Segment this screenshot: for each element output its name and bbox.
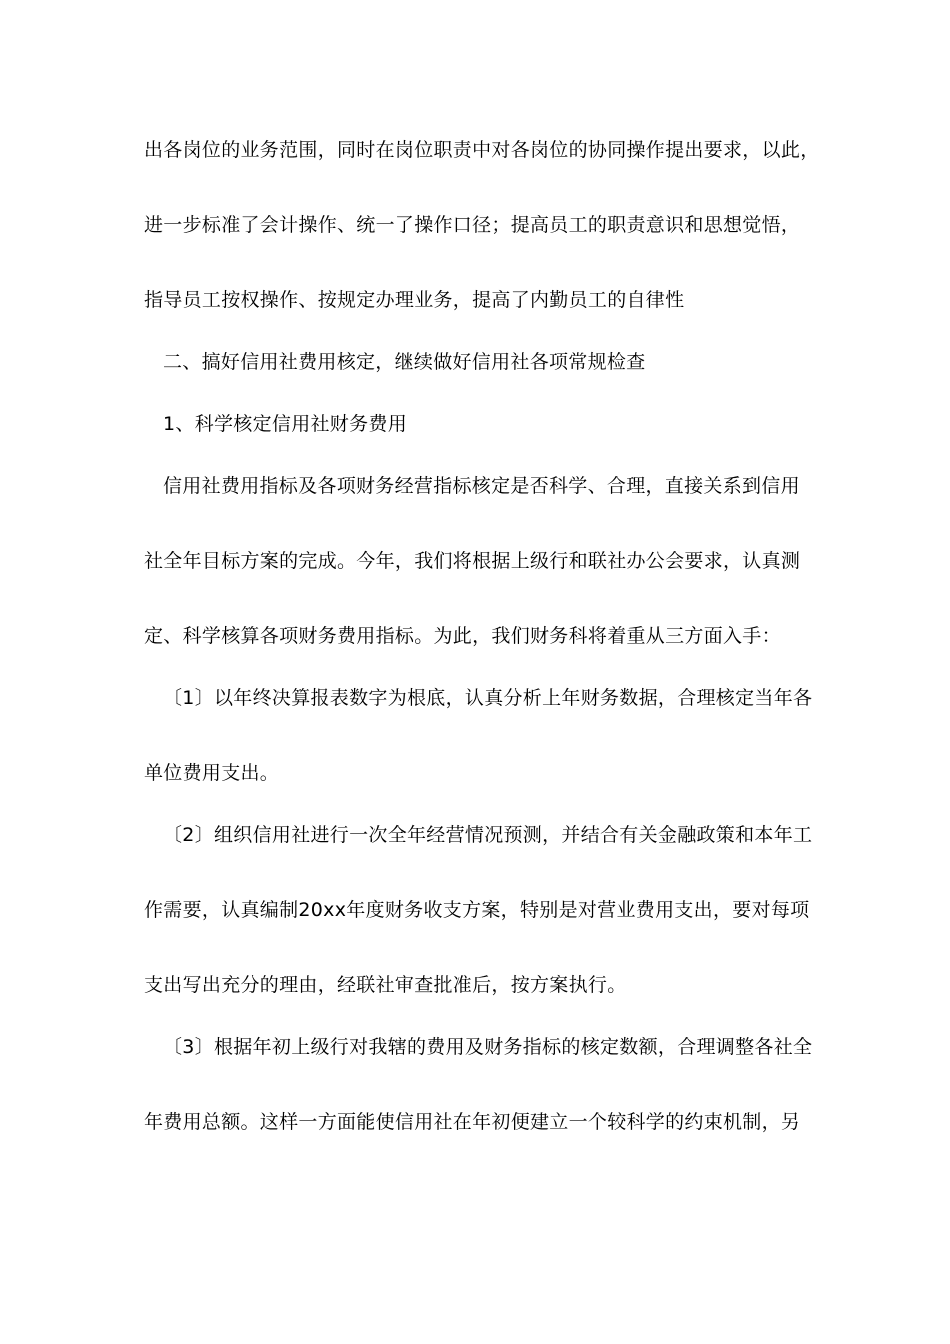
body-text-line: 进一步标准了会计操作、统一了操作口径；提高员工的职责意识和思想觉悟，: [144, 214, 801, 236]
body-text-line: 作需要，认真编制20xx年度财务收支方案，特别是对营业费用支出，要对每项: [144, 899, 810, 921]
subsection-heading: 1、科学核定信用社财务费用: [163, 413, 407, 435]
body-text-line: 年费用总额。这样一方面能使信用社在年初便建立一个较科学的约束机制，另: [144, 1111, 801, 1133]
body-text-line: 社全年目标方案的完成。今年，我们将根据上级行和联社办公会要求，认真测: [144, 550, 801, 572]
list-item-1: 〔1〕以年终决算报表数字为根底，认真分析上年财务数据，合理核定当年各: [163, 687, 813, 709]
list-item-2: 〔2〕组织信用社进行一次全年经营情况预测，并结合有关金融政策和本年工: [163, 824, 813, 846]
list-item-3: 〔3〕根据年初上级行对我辖的费用及财务指标的核定数额，合理调整各社全: [163, 1036, 813, 1058]
body-text-line: 信用社费用指标及各项财务经营指标核定是否科学、合理，直接关系到信用: [163, 475, 800, 497]
body-text-line: 指导员工按权操作、按规定办理业务，提高了内勤员工的自律性: [144, 289, 685, 311]
body-text-line: 出各岗位的业务范围，同时在岗位职责中对各岗位的协同操作提出要求，以此，: [144, 139, 820, 161]
body-text-line: 定、科学核算各项财务费用指标。为此，我们财务科将着重从三方面入手：: [144, 625, 781, 647]
section-heading: 二、搞好信用社费用核定，继续做好信用社各项常规检查: [163, 351, 646, 373]
body-text-line: 支出写出充分的理由，经联社审查批准后，按方案执行。: [144, 974, 627, 996]
body-text-line: 单位费用支出。: [144, 762, 280, 784]
